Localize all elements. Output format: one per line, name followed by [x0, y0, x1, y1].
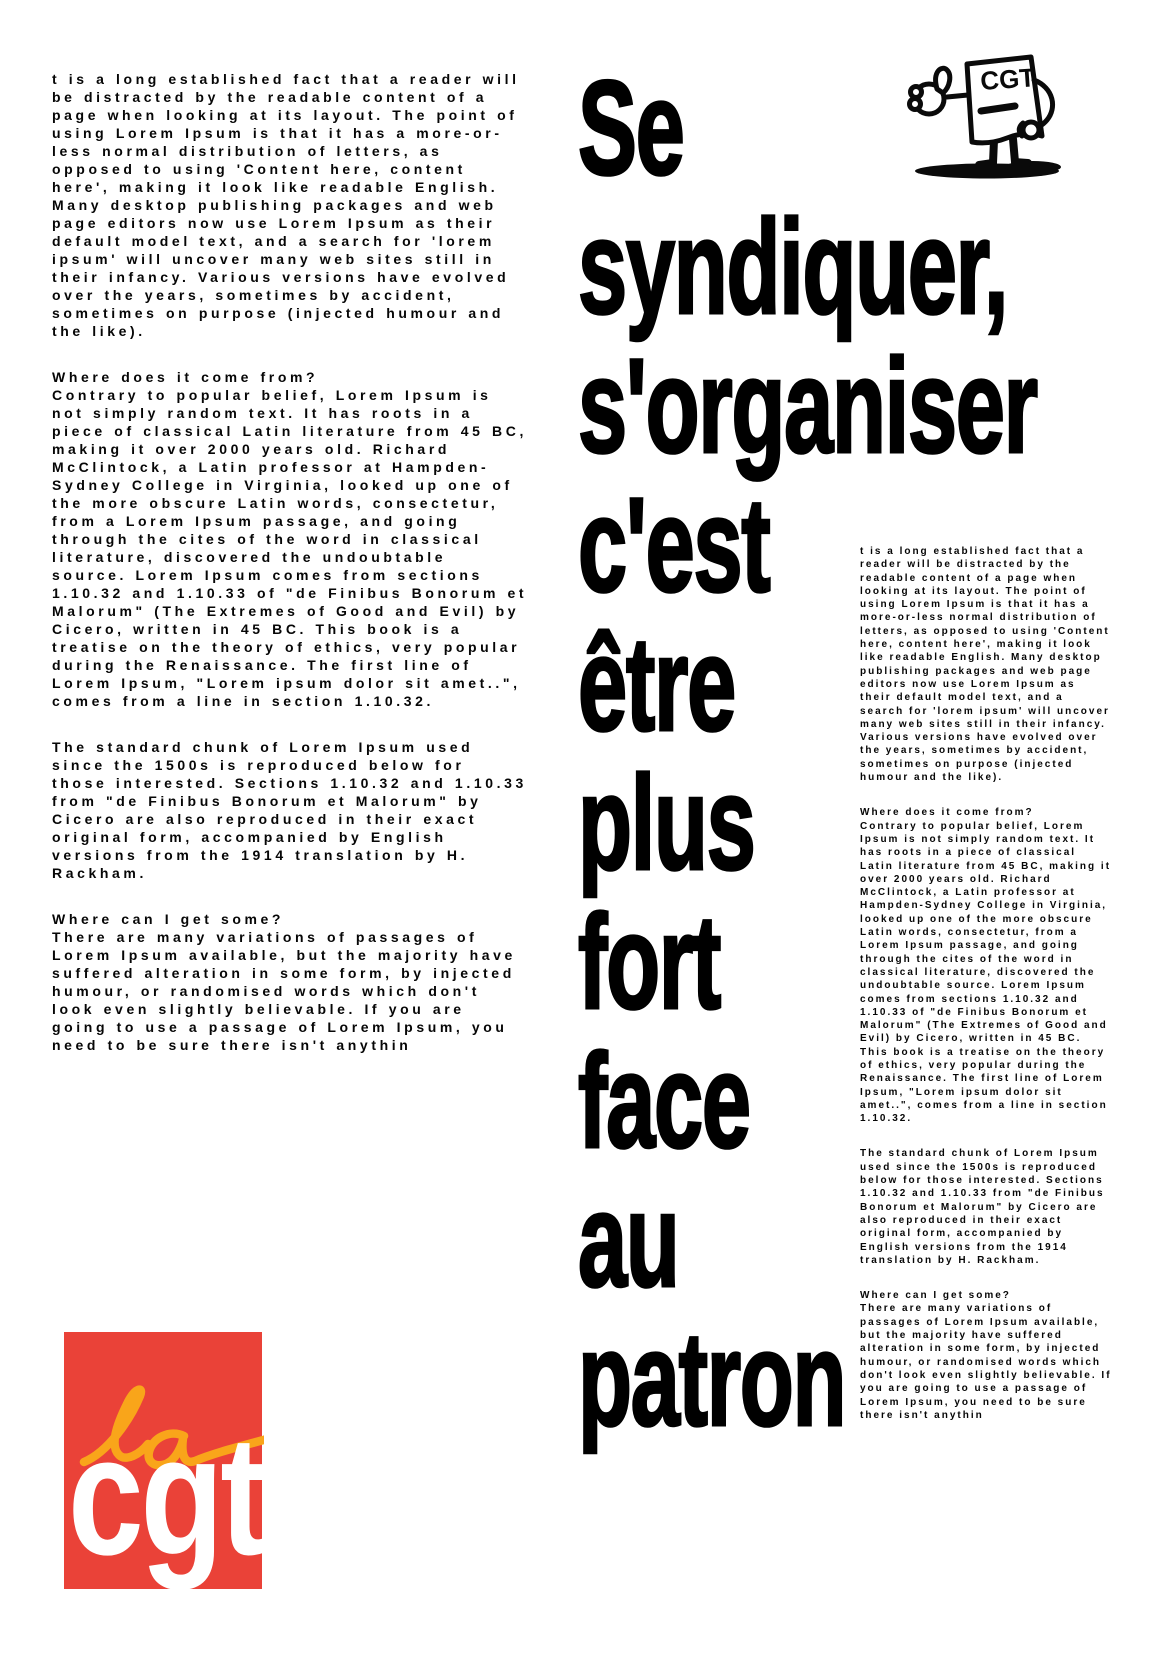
origin-section — [52, 368, 528, 710]
headline-line: c'est — [578, 471, 770, 620]
cgt-mascot-cartoon — [895, 36, 1075, 184]
headline-line: au — [578, 1166, 679, 1315]
la-cgt-logo — [64, 1332, 264, 1598]
headline-line: être — [578, 610, 735, 759]
get-some-heading-small: Where can I get some? — [860, 1290, 1011, 1302]
mascot-cgt-label: CGT — [979, 62, 1037, 96]
get-some-section-small — [860, 1289, 1112, 1422]
origin-paragraph: Contrary to popular belief, Lorem Ipsum is not simply random text. It has roots in a piece of classical Latin literature from 45 BC, making it over 2000 years old. Richard McClintock, a Latin professor at Hampden-Sydney College in Virginia, looked up one of the more obscure Latin words, consectetur, from a Lorem Ipsum passage, and going through the cites of the word in classical literature, discovered the undoubtable source. Lorem Ipsum comes from sections 1.10.32 and 1.10.33 of "de Finibus Bonorum et Malorum" (The Extremes of Good and Evil) by Cicero, written in 45 BC. This book is a treatise on the theory of ethics, very popular during the Renaissance. The first line of Lorem Ipsum, "Lorem ipsum dolor sit amet..", comes from a line in section 1.10.32. — [52, 387, 528, 709]
intro-section — [52, 70, 528, 340]
get-some-heading: Where can I get some? — [52, 911, 285, 927]
get-some-section — [52, 910, 528, 1054]
headline-line: patron — [578, 1305, 846, 1454]
headline-line: fort — [578, 888, 721, 1037]
origin-heading-small: Where does it come from? — [860, 807, 1034, 819]
headline-line: syndiquer, — [578, 193, 1008, 342]
intro-paragraph-small: t is a long established fact that a reader will be distracted by the readable content of a page when looking at its layout. The point of using Lorem Ipsum is that it has a more-or-less normal distribution of letters, as opposed to using 'Content here, content here', making it look like readable English. Many desktop publishing packages and web page editors now use Lorem Ipsum as their default model text, and a search for 'lorem ipsum' will uncover many web sites still in their infancy. Various versions have evolved over the years, sometimes by accident, sometimes on purpose (injected humour and the like). — [860, 546, 1110, 784]
left-text-column — [52, 70, 528, 1082]
mascot-thumbs-up-fist — [910, 68, 969, 114]
la-cgt-wordmark: cgt — [68, 1400, 263, 1591]
standard-chunk-paragraph: The standard chunk of Lorem Ipsum used since the 1500s is reproduced below for those interested. Sections 1.10.32 and 1.10.33 from "de Finibus Bonorum et Malorum" by Cicero are also reproduced in their exact original form, accompanied by English versions from the 1914 translation by H. Rackham. — [52, 739, 527, 881]
get-some-paragraph: There are many variations of passages of Lorem Ipsum available, but the majority have suffered alteration in some form, by injected humour, or randomised words which don't look even slightly believable. If you are going to use a passage of Lorem Ipsum, you need to be sure there isn't anythin — [52, 929, 516, 1053]
headline-line: s'organiser — [578, 332, 1037, 481]
standard-chunk-section — [52, 738, 528, 882]
intro-paragraph: t is a long established fact that a reader will be distracted by the readable content of a page when looking at its layout. The point of using Lorem Ipsum is that it has a more-or-less normal distribution of letters, as opposed to using 'Content here, content here', making it look like readable English. Many desktop publishing packages and web page editors now use Lorem Ipsum as their default model text, and a search for 'lorem ipsum' will uncover many web sites still in their infancy. Various versions have evolved over the years, sometimes by accident, sometimes on purpose (injected humour and the like). — [52, 71, 520, 339]
origin-paragraph-small: Contrary to popular belief, Lorem Ipsum is not simply random text. It has roots in a piece of classical Latin literature from 45 BC, making it over 2000 years old. Richard McClintock, a Latin professor at Hampden-Sydney College in Virginia, looked up one of the more obscure Latin words, consectetur, from a Lorem Ipsum passage, and going through the cites of the word in classical literature, discovered the undoubtable source. Lorem Ipsum comes from sections 1.10.32 and 1.10.33 of "de Finibus Bonorum et Malorum" (The Extremes of Good and Evil) by Cicero, written in 45 BC. This book is a treatise on the theory of ethics, very popular during the Renaissance. The first line of Lorem Ipsum, "Lorem ipsum dolor sit amet..", comes from a line in section 1.10.32. — [860, 820, 1112, 1125]
get-some-paragraph-small: There are many variations of passages of Lorem Ipsum available, but the majority have suffered alteration in some form, by injected humour, or randomised words which don't look even slightly believable. If you are going to use a passage of Lorem Ipsum, you need to be sure there isn't anythin — [860, 1303, 1112, 1421]
headline-line: plus — [578, 749, 755, 898]
headline-line: face — [578, 1027, 750, 1176]
origin-heading: Where does it come from? — [52, 369, 319, 385]
headline-line: Se — [578, 54, 684, 203]
origin-section-small — [860, 806, 1112, 1125]
standard-chunk-section-small — [860, 1147, 1112, 1267]
mascot-mouth-dash — [981, 106, 1015, 111]
intro-section-small — [860, 545, 1112, 784]
right-text-column — [860, 545, 1112, 1444]
standard-chunk-paragraph-small: The standard chunk of Lorem Ipsum used since the 1500s is reproduced below for those interested. Sections 1.10.32 and 1.10.33 from "de Finibus Bonorum et Malorum" by Cicero are also reproduced in their exact original form, accompanied by English versions from the 1914 translation by H. Rackham. — [860, 1148, 1105, 1266]
